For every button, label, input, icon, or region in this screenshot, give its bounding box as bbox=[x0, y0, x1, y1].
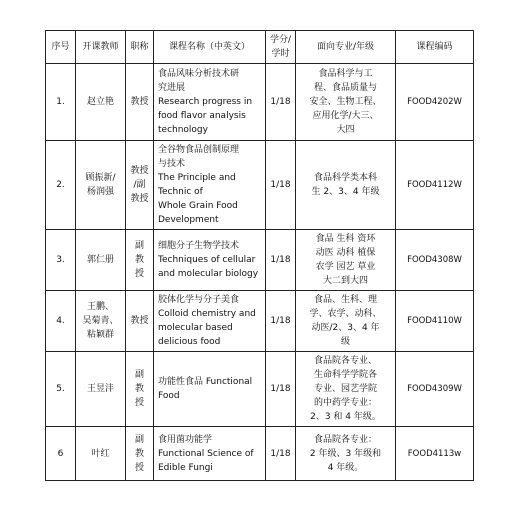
row-teacher: 顾振新/ 杨润强 bbox=[76, 141, 126, 230]
row-credit: 1/18 bbox=[266, 427, 296, 481]
row-credit: 1/18 bbox=[266, 141, 296, 230]
row-title: 副 教 授 bbox=[126, 230, 154, 291]
row-title: 教授 bbox=[126, 291, 154, 352]
row-teacher: 王昱沣 bbox=[76, 352, 126, 427]
header-teacher: 开课教师 bbox=[76, 31, 126, 64]
row-code: FOOD4308W bbox=[396, 230, 474, 291]
header-course: 课程名称（中英文） bbox=[154, 31, 266, 64]
row-course: 食品风味分析技术研 究进展 Research progress in food flavor analysis technology bbox=[154, 64, 266, 141]
row-code: FOOD4112W bbox=[396, 141, 474, 230]
row-code: FOOD4113w bbox=[396, 427, 474, 481]
row-teacher: 叶红 bbox=[76, 427, 126, 481]
row-teacher: 赵立艳 bbox=[76, 64, 126, 141]
row-course: 功能性食品 Functional Food bbox=[154, 352, 266, 427]
row-teacher: 郭仁册 bbox=[76, 230, 126, 291]
row-title: 副 教 授 bbox=[126, 352, 154, 427]
table-row bbox=[46, 141, 474, 230]
row-course: 胶体化学与分子美食 Colloid chemistry and molecular based delicious food bbox=[154, 291, 266, 352]
header-row bbox=[46, 31, 474, 64]
row-no: 2. bbox=[46, 141, 76, 230]
header-title: 职称 bbox=[126, 31, 154, 64]
row-major: 食品、生科、理 学、农学、动科、 动医/2、3、4 年 级 bbox=[296, 291, 396, 352]
header-credit: 学分/ 学时 bbox=[266, 31, 296, 64]
row-course: 细胞分子生物学技术 Techniques of cellular and molecular biology bbox=[154, 230, 266, 291]
table-row bbox=[46, 427, 474, 481]
row-code: FOOD4110W bbox=[396, 291, 474, 352]
row-major: 食品院各专业、 生命科学学院各 专业、园艺学院 的中药学专业： 2、3 和 4 年级。 bbox=[296, 352, 396, 427]
row-course: 全谷物食品创制原理 与技术 The Principle and Technic of Whole Grain Food Development bbox=[154, 141, 266, 230]
row-course: 食用菌功能学 Functional Science of Edible Fungi bbox=[154, 427, 266, 481]
table-row bbox=[46, 230, 474, 291]
row-no: 5. bbox=[46, 352, 76, 427]
header-no: 序号 bbox=[46, 31, 76, 64]
row-no: 1. bbox=[46, 64, 76, 141]
row-title: 教授 bbox=[126, 64, 154, 141]
row-credit: 1/18 bbox=[266, 352, 296, 427]
row-no: 4. bbox=[46, 291, 76, 352]
row-major: 食品 生科 资环 动医 动科 植保 农学 园艺 草业 大二到大四 bbox=[296, 230, 396, 291]
course-table bbox=[45, 30, 474, 481]
row-title: 教授 /副 教授 bbox=[126, 141, 154, 230]
row-no: 3. bbox=[46, 230, 76, 291]
row-credit: 1/18 bbox=[266, 230, 296, 291]
row-no: 6 bbox=[46, 427, 76, 481]
row-teacher: 王鹏、 吴菊青、 粘颖群 bbox=[76, 291, 126, 352]
table-row bbox=[46, 291, 474, 352]
header-code: 课程编码 bbox=[396, 31, 474, 64]
row-major: 食品科学与工 程、食品质量与 安全、生物工程、 应用化学/大三、 大四 bbox=[296, 64, 396, 141]
table-row bbox=[46, 352, 474, 427]
row-major: 食品科学类本科 生 2、3、4 年级 bbox=[296, 141, 396, 230]
row-title: 副 教 授 bbox=[126, 427, 154, 481]
row-code: FOOD4202W bbox=[396, 64, 474, 141]
header-major: 面向专业/年级 bbox=[296, 31, 396, 64]
row-credit: 1/18 bbox=[266, 291, 296, 352]
table-row bbox=[46, 64, 474, 141]
row-major: 食品院各专业： 2 年级、3 年级和 4 年级。 bbox=[296, 427, 396, 481]
row-code: FOOD4309W bbox=[396, 352, 474, 427]
row-credit: 1/18 bbox=[266, 64, 296, 141]
